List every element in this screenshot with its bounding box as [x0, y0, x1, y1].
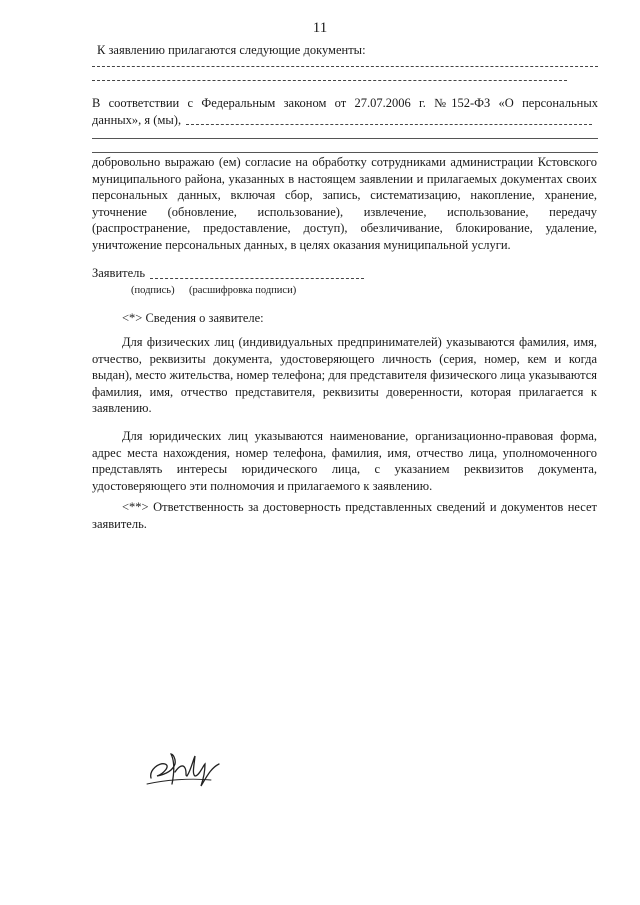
handwritten-signature [145, 740, 225, 790]
page-number: 11 [312, 20, 328, 36]
note2: <**> Ответственность за достоверность представленных сведений и документов несет заявитель. [92, 500, 597, 531]
consent-body: добровольно выражаю (ем) согласие на обработку сотрудниками администрации Кстовского муниципального района, указанных в настоящем заявлении и прилагаемых документах своих персональных данных, включая сбор, запись, систематизацию, накопление, хранение, уточнение (обновление, использование), извлечение, использование, передачу (распространение, предоставление, доступ), обезличивание, блокирование, удаление, уничтожение персональных данных, в целях оказания муниципальной услуги. [92, 155, 597, 252]
note1-legal: Для юридических лиц указываются наименование, организационно-правовая форма, адрес места нахождения, номер телефона, фамилия, имя, отчество лица, уполномоченного представлять интересы юридического лица, с указанием реквизитов документа, удостоверяющего эти полномочия и прилагаемого к заявлению. [92, 429, 597, 493]
attachments-fill-line-2 [92, 80, 567, 81]
attachments-fill-line-1 [92, 66, 598, 67]
consent-line-1: В соответствии с Федеральным законом от 27.07.2006 г. №152-ФЗ «О персональных [92, 96, 598, 110]
decode-hint: (расшифровка подписи) [189, 285, 297, 296]
attachments-line: К заявлению прилагаются следующие документы: [97, 43, 366, 57]
applicant-label: Заявитель [92, 266, 146, 280]
consent-name-fill-line [186, 124, 592, 125]
note1-heading: <*> Сведения о заявителе: [122, 311, 264, 325]
consent-fill-line-2 [92, 138, 598, 139]
note1-individuals: Для физических лиц (индивидуальных предпринимателей) указываются фамилия, имя, отчество, реквизиты документа, удостоверяющего личность (серия, номер, кем и когда выдан), место жительства, номер телефона; для представителя физического лица указываются фамилия, имя, отчество представителя, реквизиты доверенности, которая прилагается к заявлению. [92, 335, 597, 416]
consent-fill-line-3 [92, 152, 598, 153]
signature-hint: (подпись) [131, 285, 175, 296]
consent-line-2: данных», я (мы), [92, 113, 182, 127]
applicant-signature-line [150, 278, 364, 279]
